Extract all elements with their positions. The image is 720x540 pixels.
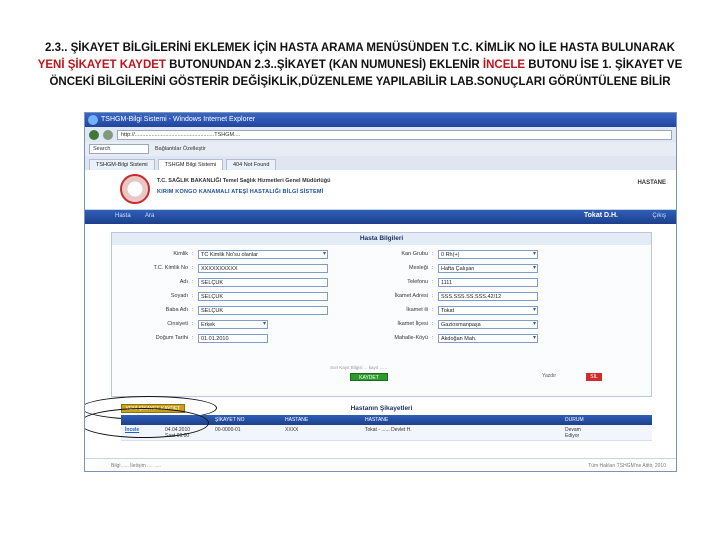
row-durum: Devam Ediyor (565, 427, 581, 439)
browser-title: TSHGM-Bilgi Sistemi - Windows Internet Explorer (101, 116, 256, 123)
field-label: Mesleği (409, 265, 428, 271)
browser-window (84, 112, 677, 472)
browser-titlebar (85, 113, 676, 127)
field-label: Cinsiyeti (167, 321, 188, 327)
browser-search-input[interactable]: Search (89, 144, 149, 154)
browser-tab-3[interactable]: 404 Not Found (226, 159, 276, 170)
baba-adi-input[interactable]: SELÇUK (198, 306, 328, 315)
forward-icon[interactable] (103, 130, 113, 140)
field-row: Doğum Tarihi : 01.01.2010 (122, 333, 268, 343)
delete-button[interactable]: SİL (586, 373, 602, 381)
ad-input[interactable]: SELÇUK (198, 278, 328, 287)
field-row: İkamet İlçesi : Gaziosmanpaşa ▾ (362, 319, 538, 329)
field-row: Telefonu : 1111 (362, 277, 538, 287)
ie-logo-icon (88, 115, 98, 125)
field-row: İkamet ili : Tokat ▾ (362, 305, 538, 315)
org-line2: KIRIM KONGO KANAMALI ATEŞİ HASTALIĞI BİLGİ SİSTEMİ (157, 189, 324, 195)
soyad-input[interactable]: SELÇUK (198, 292, 328, 301)
back-icon[interactable] (89, 130, 99, 140)
field-row: Cinsiyeti : Erkek ▾ (122, 319, 268, 329)
mahalle-koy-select[interactable]: Akdoğan Mah. ▾ (438, 334, 538, 343)
row-hastane2: Tokat - ...... Devlet H. (365, 427, 412, 433)
col-hastane: HASTANE (285, 417, 309, 423)
menu-ara[interactable]: Ara (145, 213, 155, 219)
field-row: Soyadı : SELÇUK (122, 291, 328, 301)
header-red-incele: İNCELE (482, 59, 526, 71)
print-button[interactable]: Yazdır (542, 373, 557, 379)
site-menubar (85, 210, 677, 224)
ministry-logo-icon (120, 174, 150, 204)
field-label: T.C. Kimlik No (153, 265, 188, 271)
field-row: Adı : SELÇUK (122, 277, 328, 287)
browser-tab-1[interactable]: TSHGM-Bilgi Sistemi (89, 159, 155, 170)
header-part3: BUTONUNDAN 2.3..ŞİKAYET (KAN NUMUNESİ) EKLENİR (165, 59, 483, 71)
field-label: Soyadı (170, 293, 188, 299)
field-row: Mesleği : Hafta Çalışan ▾ (362, 263, 538, 273)
page-footer (85, 458, 677, 472)
field-row: Kan Grubu : 0 Rh(+) ▾ (362, 249, 538, 259)
tc-kimlik-input[interactable]: XXXXXXXXXX (198, 264, 328, 273)
col-hastane2: HASTANE (365, 417, 389, 423)
field-label: Telefonu (407, 279, 428, 285)
field-label: Baba Adı (165, 307, 188, 313)
row-hastane: XXXX (285, 427, 299, 433)
field-row: Mahalle-Köyü : Akdoğan Mah. ▾ (362, 333, 538, 343)
field-label: İkamet İlçesi (397, 321, 428, 327)
field-label: Doğum Tarihi (155, 335, 188, 341)
last-record-note: Son Kayıt Bilgisi ... kayıt ...... (330, 365, 388, 370)
field-label: Adı (179, 279, 188, 285)
logout-link[interactable]: Çıkış (652, 213, 666, 219)
meslek-select[interactable]: Hafta Çalışan ▾ (438, 264, 538, 273)
field-label: Mahalle-Köyü (394, 335, 428, 341)
field-row: İkamet Adresi : SSS.SSS.SS.SSS.42/12 (362, 291, 538, 301)
ikamet-adresi-input[interactable]: SSS.SSS.SS.SSS.42/12 (438, 292, 538, 301)
field-row: T.C. Kimlik No : XXXXXXXXXX (122, 263, 328, 273)
patient-info-title: Hasta Bilgileri (112, 233, 651, 245)
cinsiyet-select[interactable]: Erkek ▾ (198, 320, 268, 329)
kan-grubu-select[interactable]: 0 Rh(+) ▾ (438, 250, 538, 259)
incele-link[interactable]: İncele (125, 427, 140, 433)
address-bar (85, 127, 676, 142)
complaints-title: Hastanın Şikayetleri (350, 405, 413, 412)
header-part5: BUTONU İSE 1. ŞİKAYET VE ÖNCEKİ BİLGİLERİNİ GÖSTERİR DEĞİŞİKLİK,DÜZENLEME YAPILABİLİR LAB.SONUÇLARI GÖRÜNTÜLENE BİLİR (49, 59, 683, 88)
slide-header-text (30, 40, 690, 91)
hastane-label: HASTANE (637, 180, 666, 186)
links-toolbar-text[interactable]: Bağlantılar Özelleştir (155, 146, 206, 152)
web-page (85, 170, 677, 472)
row-no: 00-0000-01 (215, 427, 241, 433)
highlight-oval-incele (84, 408, 209, 438)
browser-tabs (85, 156, 676, 170)
save-button[interactable]: KAYDET (350, 373, 388, 381)
kimlik-select[interactable]: TC Kimlik No'su olanlar ▾ (198, 250, 328, 259)
dogum-tarihi-input[interactable]: 01.01.2010 (198, 334, 268, 343)
new-complaint-button[interactable]: YENİ ŞİKAYET KAYDET (121, 404, 185, 413)
field-row: Kimlik : TC Kimlik No'su olanlar ▾ (122, 249, 328, 259)
row-date: 04.04.2010 Saat 00:00 (165, 427, 191, 439)
footer-left: Bilgi ..... İletişim .... ..... (111, 463, 162, 469)
footer-right: Tüm Hakları TSHGM'ne Aittir, 2010 (588, 463, 666, 469)
field-label: İkamet Adresi (394, 293, 428, 299)
org-line1: T.C. SAĞLIK BAKANLIĞI Temel Sağlık Hizmetleri Genel Müdürlüğü (157, 178, 331, 184)
patient-info-panel (111, 232, 652, 397)
col-no: ŞİKAYET NO (215, 417, 245, 423)
user-name: Tokat D.H. (583, 212, 618, 219)
browser-tab-2[interactable]: TSHGM Bilgi Sistemi (158, 159, 223, 170)
ikamet-il-select[interactable]: Tokat ▾ (438, 306, 538, 315)
url-field[interactable]: http://....................................................TSHGM.... (117, 130, 672, 140)
col-durum: DURUM (565, 417, 584, 423)
telefon-input[interactable]: 1111 (438, 278, 538, 287)
site-banner (85, 170, 677, 210)
menu-hasta[interactable]: Hasta (115, 213, 131, 219)
header-part1: 2.3.. ŞİKAYET BİLGİLERİNİ EKLEMEK İÇİN HASTA ARAMA MENÜSÜNDEN T.C. KİMLİK NO İLE HASTA BULUNARAK (45, 42, 675, 54)
field-label: İkamet ili (406, 307, 428, 313)
field-label: Kan Grubu (401, 251, 428, 257)
field-row: Baba Adı : SELÇUK (122, 305, 328, 315)
field-label: Kimlik (173, 251, 188, 257)
browser-toolbar (85, 142, 676, 156)
header-red-new-complaint: YENİ ŞİKAYET KAYDET (37, 59, 166, 71)
ikamet-ilce-select[interactable]: Gaziosmanpaşa ▾ (438, 320, 538, 329)
